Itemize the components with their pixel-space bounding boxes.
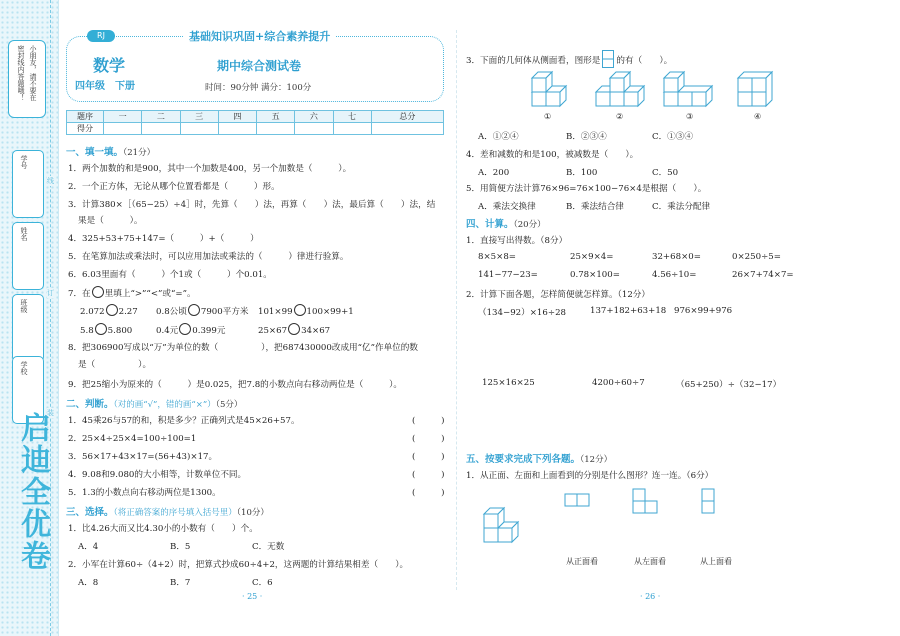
score-header-cell: 题序	[67, 111, 104, 123]
field-label: 学号	[20, 155, 28, 169]
section-points: （5分）	[215, 400, 243, 410]
score-header-cell: 七	[333, 111, 371, 123]
option[interactable]: B．100	[566, 168, 598, 178]
solid-figure-4	[736, 70, 782, 110]
judge-item: 5．1.3的小数点向右移动两位是1300。	[68, 488, 221, 498]
answer-paren[interactable]: ( )	[412, 416, 445, 426]
seal-mark: 订	[47, 289, 54, 297]
compare-circle[interactable]	[294, 304, 306, 316]
question-text	[68, 286, 196, 299]
oral-calc: 8×5×8=	[478, 252, 517, 262]
oral-calc: 0×250÷5=	[732, 252, 781, 262]
option[interactable]: C．50	[652, 168, 679, 178]
seal-mark: 装	[47, 409, 54, 417]
score-cell[interactable]	[218, 123, 256, 135]
score-cell[interactable]	[333, 123, 371, 135]
option[interactable]: A．4	[78, 542, 99, 552]
compare-circle[interactable]	[106, 304, 118, 316]
judge-item: 1．45乘26与57的和，积是多少？正确列式是45×26+57。	[68, 416, 300, 426]
question-text: 4．325+53+75+147=（ ）+（ ）	[68, 234, 259, 244]
score-header-row	[67, 111, 444, 123]
compare-circle[interactable]	[179, 323, 191, 335]
view-label: 从左面看	[634, 557, 666, 566]
oral-calc: 4.56÷10=	[652, 270, 697, 280]
question-text: 1．比4.26大而又比4.30小的小数有（ ）个。	[68, 524, 258, 534]
student-number-field[interactable]	[12, 150, 44, 218]
score-header-cell: 一	[104, 111, 142, 123]
grade-label: 四年级 下册	[75, 81, 135, 92]
compare-item	[258, 304, 354, 317]
side-view-icon	[602, 50, 614, 68]
page-number: · 26 ·	[640, 592, 661, 601]
question-text: 2．计算下面各题，怎样简便就怎样算。（12分）	[466, 290, 650, 300]
section-title: 二、判断。	[66, 399, 114, 410]
section-points: （10分）	[236, 508, 269, 518]
option[interactable]: A．200	[478, 168, 510, 178]
c3-suffix: 的有（ ）。	[616, 56, 673, 66]
view-shape-a[interactable]	[564, 492, 592, 508]
compare-left: 0.4元	[156, 326, 179, 336]
question-text: 2．一个正方体，无论从哪个位置看都是（ ）形。	[68, 182, 280, 192]
series-title: 基础知识巩固+综合素养提升	[183, 28, 336, 44]
option[interactable]: C．乘法分配律	[652, 202, 711, 212]
score-row	[67, 123, 444, 135]
score-cell[interactable]	[180, 123, 218, 135]
score-header-cell: 五	[257, 111, 295, 123]
compare-circle[interactable]	[188, 304, 200, 316]
compare-left: 25×67	[258, 326, 288, 336]
section-points: （21分）	[123, 148, 156, 158]
field-label: 姓名	[20, 227, 28, 241]
compare-right: 2.27	[118, 307, 138, 317]
section-fill-in	[66, 144, 155, 158]
compare-right: 0.399元	[192, 326, 226, 336]
section-hint: （将正确答案的序号填入括号里）	[113, 508, 237, 518]
view-label: 从正面看	[566, 557, 598, 566]
section-points: （20分）	[513, 220, 546, 230]
compare-right: 34×67	[301, 326, 331, 336]
section-calc	[466, 216, 546, 230]
oral-calc: 0.78×100=	[570, 270, 620, 280]
brand-logo: 启迪全优卷	[15, 412, 50, 572]
compare-item	[80, 323, 132, 336]
question-text: 2．小军在计算60÷（4+2）时，把算式抄成60÷4+2，这两题的计算结果相差（ ）。	[68, 560, 409, 570]
solid-figure-1	[530, 70, 576, 110]
answer-paren[interactable]: ( )	[412, 470, 445, 480]
score-header-cell: 二	[142, 111, 180, 123]
q7-prefix: 7．在	[68, 289, 91, 299]
figure-number: ④	[754, 112, 762, 121]
question-text: 6．6.03里面有（ ）个1或（ ）个0.01。	[68, 270, 272, 280]
seal-mark: 线	[47, 177, 54, 185]
section-tasks	[466, 451, 612, 465]
question-text: 9．把25缩小为原来的（ ）是0.025，把7.8的小数点向右移动两位是（ ）。	[68, 380, 402, 390]
figure-number: ①	[544, 112, 552, 121]
compare-circle[interactable]	[288, 323, 300, 335]
question-text: 是（ ）。	[78, 360, 152, 370]
score-header-cell: 四	[218, 111, 256, 123]
score-cell[interactable]	[371, 123, 443, 135]
option[interactable]: C．①③④	[652, 132, 693, 142]
exam-info: 时间：90分钟 满分：100分	[205, 83, 312, 93]
calc-problem: 137+182+63+18	[590, 306, 667, 316]
section-points: （12分）	[580, 455, 613, 465]
seal-note-line: 小朋友，请不要在	[29, 45, 37, 101]
option[interactable]: B．5	[170, 542, 191, 552]
score-cell[interactable]	[295, 123, 333, 135]
question-text: 1．两个加数的和是900，其中一个加数是400，另一个加数是（ ）。	[68, 164, 352, 174]
option[interactable]: B．7	[170, 578, 191, 588]
page-divider	[456, 30, 457, 590]
exam-header	[66, 30, 444, 102]
answer-paren[interactable]: ( )	[412, 452, 445, 462]
class-field[interactable]	[12, 294, 44, 362]
compare-circle[interactable]	[95, 323, 107, 335]
binding-strip	[0, 0, 59, 636]
subject-title: 数学	[93, 56, 126, 75]
score-header-cell: 三	[180, 111, 218, 123]
question-text: 1．从正面、左面和上面看到的分别是什么图形？连一连。（6分）	[466, 471, 714, 481]
section-title: 五、按要求完成下列各题。	[466, 454, 581, 465]
calc-problem: （65+250）÷（32−17）	[676, 380, 782, 390]
circle-icon	[92, 286, 104, 298]
calc-problem: 4200÷60÷7	[592, 378, 645, 388]
compare-left: 0.8公顷	[156, 307, 187, 317]
view-solid-figure	[482, 506, 526, 546]
q7-suffix: 里填上“>”“<”或“=”。	[104, 289, 196, 299]
option[interactable]: A．8	[78, 578, 99, 588]
c3-prefix: 3．下面的几何体从侧面看，图形是	[466, 56, 601, 66]
option[interactable]: A．①②④	[478, 132, 519, 142]
figure-number: ③	[686, 112, 694, 121]
question-text	[466, 50, 672, 68]
view-shape-c[interactable]	[700, 488, 718, 514]
option[interactable]: C．无数	[252, 542, 285, 552]
option[interactable]: B．②③④	[566, 132, 607, 142]
field-label: 班级	[20, 299, 28, 313]
compare-left: 5.8	[80, 326, 94, 336]
page-number: · 25 ·	[242, 592, 263, 601]
compare-item	[156, 304, 249, 317]
compare-right: 5.800	[107, 326, 133, 336]
section-hint: （对的画“√”，错的画“×”）	[113, 400, 216, 410]
judge-item: 2．25×4÷25×4=100÷100=1	[68, 434, 197, 444]
view-shape-b[interactable]	[632, 488, 660, 514]
exam-title: 期中综合测试卷	[217, 59, 302, 73]
score-row-label: 得分	[67, 123, 104, 135]
calc-problem: （134−92）×16÷28	[478, 308, 566, 318]
edition-badge: RJ	[87, 30, 115, 42]
answer-paren[interactable]: ( )	[412, 434, 445, 444]
oral-calc: 32+68×0=	[652, 252, 701, 262]
compare-left: 2.072	[80, 307, 105, 317]
oral-calc: 26×7+74×7=	[732, 270, 794, 280]
answer-paren[interactable]: ( )	[412, 488, 445, 498]
option[interactable]: C．6	[252, 578, 273, 588]
oral-calc: 141−77−23=	[478, 270, 538, 280]
figure-number: ②	[616, 112, 624, 121]
section-title: 一、填一填。	[66, 147, 124, 158]
option[interactable]: B．乘法结合律	[566, 202, 624, 212]
question-text: 果是（ ）。	[78, 216, 143, 226]
view-label: 从上面看	[700, 557, 732, 566]
question-text: 8．把306900写成以“万”为单位的数（ ），把687430000改成用“亿”作单位的数	[68, 343, 418, 353]
seal-note-line: 密封线内答题哦！	[17, 45, 25, 101]
section-title: 三、选择。	[66, 507, 114, 518]
question-text: 5．用简便方法计算76×96=76×100−76×4是根据（ ）。	[466, 184, 707, 194]
solid-figure-3	[662, 70, 718, 110]
compare-item	[156, 323, 225, 336]
oral-calc: 25×9×4=	[570, 252, 614, 262]
compare-item	[80, 304, 138, 317]
name-field[interactable]	[12, 222, 44, 290]
section-choice	[66, 504, 269, 518]
question-text: 1．直接写出得数。（8分）	[466, 236, 568, 246]
judge-item: 3．56×17+43×17=(56+43)×17。	[68, 452, 218, 462]
score-table	[66, 110, 444, 135]
score-header-cell: 六	[295, 111, 333, 123]
score-cell[interactable]	[104, 123, 142, 135]
option[interactable]: A．乘法交换律	[478, 202, 536, 212]
compare-right: 7900平方米	[200, 307, 249, 317]
calc-problem: 976×99+976	[674, 306, 733, 316]
score-header-cell: 总分	[371, 111, 443, 123]
score-cell[interactable]	[142, 123, 180, 135]
compare-left: 101×99	[258, 307, 293, 317]
compare-right: 100×99+1	[306, 307, 354, 317]
section-judge	[66, 396, 242, 410]
section-title: 四、计算。	[466, 219, 514, 230]
calc-problem: 125×16×25	[482, 378, 535, 388]
seal-note	[8, 40, 46, 118]
field-label: 学校	[20, 361, 28, 375]
compare-item	[258, 323, 330, 336]
score-cell[interactable]	[257, 123, 295, 135]
solid-figure-2	[594, 70, 650, 110]
judge-item: 4．9.08和9.080的大小相等，计数单位不同。	[68, 470, 247, 480]
question-text: 5．在笔算加法或乘法时，可以应用加法或乘法的（ ）律进行验算。	[68, 252, 349, 262]
question-text: 3．计算380×［（65−25）÷4］时，先算（ ）法，再算（ ）法，最后算（ ）法，结	[68, 200, 436, 210]
question-text: 4．差和减数的和是100，被减数是（ ）。	[466, 150, 639, 160]
